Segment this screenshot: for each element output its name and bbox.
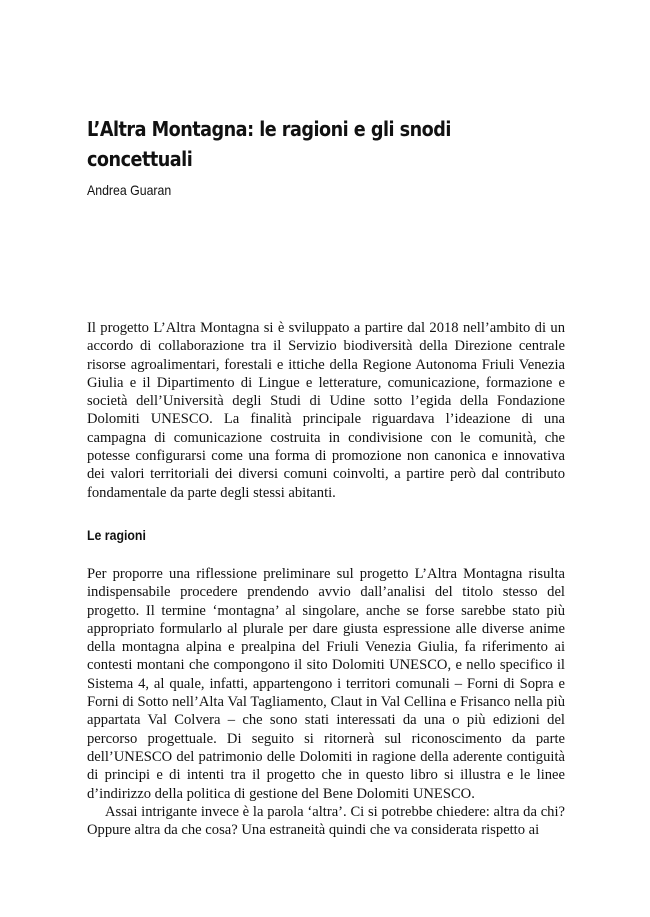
section-paragraph-2: Assai intrigante invece è la parola ‘altra’. Ci si potrebbe chiedere: altra da chi? Oppure altra da che cosa? Una estraneità quindi che va considerata rispetto ai xyxy=(87,803,565,839)
intro-paragraph: Il progetto L’Altra Montagna si è sviluppato a partire dal 2018 nell’ambito di un accordo di collaborazione tra il Servizio biodiversità della Direzione centrale risorse agroalimentari, forestali e ittiche della Regione Autonoma Friuli Venezia Giulia e il Dipartimento di Lingue e letterature, comunicazione, formazione e società dell’Università degli Studi di Udine sotto l’egida della Fondazione Dolomiti UNESCO. La finalità principale riguardava l’ideazione di una campagna di comunicazione costruita in condivisione con le comunità, che potesse configurarsi come una forma di promozione non canonica e innovativa dei valori territoriali dei diversi comuni coinvolti, a partire però dal contributo fondamentale da parte degli stessi abitanti. xyxy=(87,320,565,501)
article-title: L’Altra Montagna: le ragioni e gli snodi concettuali xyxy=(87,117,451,171)
section-heading: Le ragioni xyxy=(87,527,146,543)
section-paragraph-1: Per proporre una riflessione preliminare sul progetto L’Altra Montagna risulta indispensabile procedere prendendo avvio dall’analisi del titolo stesso del progetto. Il termine ‘montagna’ al singolare, anche se forse sarebbe stato più appropriato formularlo al plurale per dare giusta espressione alle diverse anime della montagna alpina e prealpina del Friuli Venezia Giulia, fa riferimento ai contesti montani che compongono il sito Dolomiti UNESCO, e nello specifico il Sistema 4, al quale, infatti, appartengono i territori comunali – Forni di Sopra e Forni di Sotto nell’Alta Val Tagliamento, Claut in Val Cellina e Frisanco nella più appartata Val Colvera – che sono stati interessati da una o più edizioni del percorso progettuale. Di seguito si ritornerà sul riconoscimento da parte dell’UNESCO del patrimonio delle Dolomiti in ragione della aderente contiguità di principi e di intenti tra il progetto che in questo libro si illustra e le linee d’indirizzo della politica di gestione del Bene Dolomiti UNESCO. xyxy=(87,566,565,802)
article-author: Andrea Guaran xyxy=(87,182,172,198)
section-body xyxy=(87,565,565,839)
